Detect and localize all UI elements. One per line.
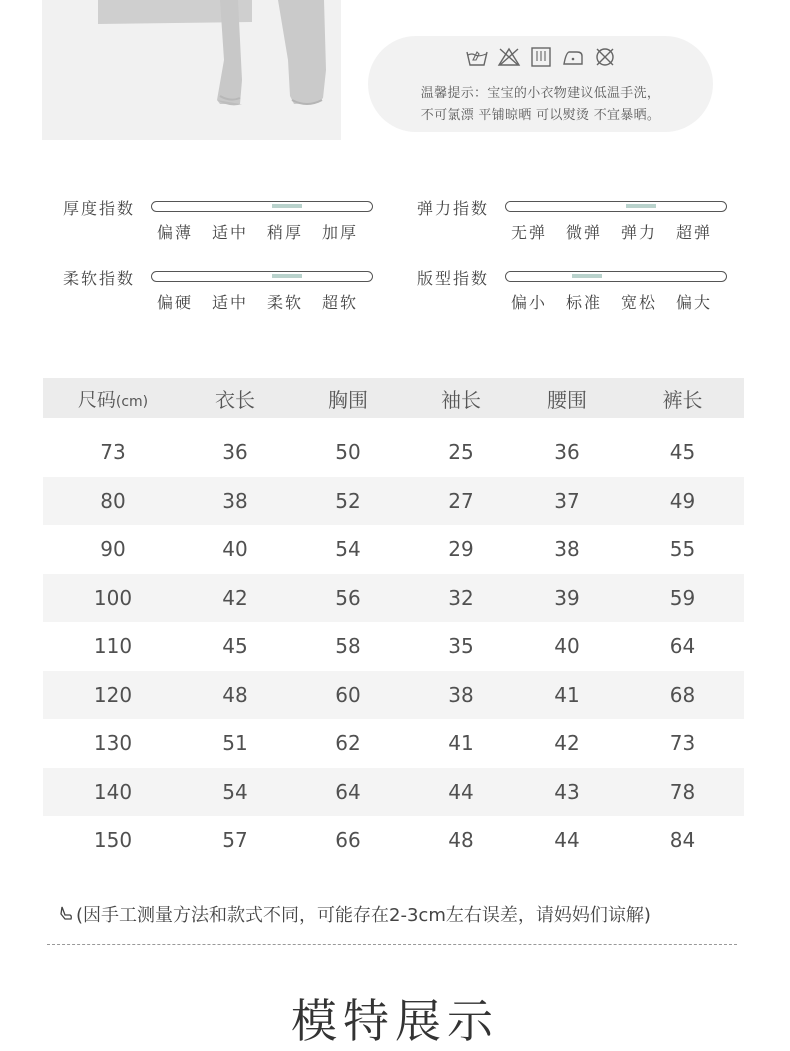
table-cell: 64	[335, 779, 361, 804]
index-track	[151, 201, 373, 212]
table-cell: 84	[669, 828, 696, 853]
table-cell: 110	[93, 634, 133, 659]
index-title: 厚度指数	[63, 199, 136, 218]
index-marker	[272, 274, 302, 278]
table-cell: 45	[222, 634, 248, 659]
table-cell: 50	[335, 440, 361, 465]
care-tip-line-2: 不可氯漂 平铺晾晒 可以熨烫 不宜暴晒。	[420, 108, 661, 123]
table-cell: 41	[554, 682, 580, 707]
table-cell: 80	[100, 488, 126, 513]
index-option: 稍厚	[267, 223, 304, 242]
table-cell: 130	[93, 731, 133, 756]
table-cell: 54	[335, 537, 361, 562]
table-row	[43, 574, 744, 623]
index-option: 适中	[212, 223, 249, 242]
header-waist: 腰围	[547, 387, 587, 412]
iron-low-icon	[561, 46, 585, 68]
header-size-label: 尺码	[77, 388, 116, 411]
dashed-divider	[47, 944, 737, 945]
table-cell: 78	[669, 779, 696, 804]
table-cell: 56	[335, 585, 361, 610]
index-option: 柔软	[267, 293, 304, 312]
thickness-index	[63, 196, 383, 256]
table-cell: 73	[669, 731, 696, 756]
index-title: 弹力指数	[417, 199, 490, 218]
table-cell: 45	[669, 440, 696, 465]
index-option: 弹力	[621, 223, 658, 242]
table-cell: 55	[669, 537, 696, 562]
table-cell: 58	[335, 634, 361, 659]
index-marker	[572, 274, 602, 278]
table-cell: 48	[448, 828, 474, 853]
measurement-note	[58, 901, 651, 927]
header-unit: (cm)	[115, 393, 149, 410]
table-cell: 43	[554, 779, 580, 804]
header-chest: 胸围	[328, 387, 368, 412]
header-sleeve: 袖长	[441, 387, 481, 412]
header-length: 衣长	[215, 387, 255, 412]
table-cell: 120	[93, 682, 133, 707]
table-cell: 36	[222, 440, 248, 465]
table-row	[43, 525, 744, 574]
table-cell: 64	[669, 634, 696, 659]
table-cell: 44	[554, 828, 580, 853]
elasticity-index	[417, 196, 737, 256]
index-option: 标准	[566, 293, 603, 312]
table-cell: 36	[554, 440, 580, 465]
index-option: 宽松	[621, 293, 658, 312]
index-marker	[272, 204, 302, 208]
index-options	[511, 290, 731, 313]
table-cell: 35	[448, 634, 474, 659]
index-option: 加厚	[322, 223, 359, 242]
table-row	[43, 816, 744, 865]
table-cell: 90	[100, 537, 126, 562]
table-cell: 49	[669, 488, 696, 513]
care-tip-line-1: 温馨提示：宝宝的小衣物建议低温手洗，	[420, 86, 661, 101]
table-cell: 59	[669, 585, 696, 610]
table-cell: 73	[100, 440, 126, 465]
table-cell: 66	[335, 828, 361, 853]
table-cell: 41	[448, 731, 474, 756]
index-options	[157, 290, 377, 313]
table-cell: 100	[93, 585, 133, 610]
table-row	[43, 719, 744, 768]
no-tumble-dry-icon	[593, 46, 617, 68]
table-cell: 60	[335, 682, 361, 707]
table-cell: 52	[335, 488, 361, 513]
index-option: 偏硬	[157, 293, 194, 312]
table-row	[43, 768, 744, 817]
table-cell: 42	[554, 731, 580, 756]
note-text: (因手工测量方法和款式不同，可能存在2-3cm左右误差，请妈妈们谅解)	[76, 905, 651, 926]
table-cell: 40	[222, 537, 248, 562]
header-pants-length: 裤长	[662, 387, 703, 412]
hand-wash-icon	[465, 46, 489, 68]
table-cell: 68	[669, 682, 696, 707]
table-cell: 29	[448, 537, 474, 562]
table-cell: 39	[554, 585, 580, 610]
index-options	[157, 220, 377, 243]
no-bleach-icon	[497, 46, 521, 68]
table-cell: 38	[448, 682, 474, 707]
index-track	[505, 271, 727, 282]
index-option: 超弹	[676, 223, 713, 242]
table-cell: 42	[222, 585, 248, 610]
index-option: 偏薄	[157, 223, 194, 242]
table-cell: 57	[222, 828, 248, 853]
table-cell: 37	[554, 488, 580, 513]
index-title: 柔软指数	[63, 269, 136, 288]
table-cell: 27	[448, 488, 474, 513]
size-table	[43, 378, 744, 865]
pajama-illustration	[42, 0, 341, 140]
table-row	[43, 477, 744, 526]
softness-index	[63, 266, 383, 326]
fit-index	[417, 266, 737, 326]
index-marker	[626, 204, 656, 208]
index-option: 超软	[322, 293, 359, 312]
index-track	[151, 271, 373, 282]
index-option: 偏小	[511, 293, 548, 312]
table-cell: 51	[222, 731, 248, 756]
table-cell: 38	[554, 537, 580, 562]
care-instructions	[368, 36, 713, 132]
index-option: 适中	[212, 293, 249, 312]
section-title: 模特展示	[291, 994, 499, 1048]
product-photo	[42, 0, 341, 140]
flat-dry-icon	[529, 46, 553, 68]
index-option: 微弹	[566, 223, 603, 242]
table-cell: 32	[448, 585, 474, 610]
index-option: 无弹	[511, 223, 548, 242]
table-cell: 62	[335, 731, 361, 756]
index-options	[511, 220, 731, 243]
header-size	[43, 385, 183, 412]
table-cell: 140	[93, 779, 133, 804]
pointing-hand-icon	[58, 905, 76, 926]
table-header	[43, 378, 744, 418]
table-row	[43, 428, 744, 477]
table-cell: 25	[448, 440, 474, 465]
index-track	[505, 201, 727, 212]
index-option: 偏大	[676, 293, 713, 312]
index-title: 版型指数	[417, 269, 490, 288]
table-cell: 38	[222, 488, 248, 513]
table-row	[43, 622, 744, 671]
table-cell: 44	[448, 779, 474, 804]
table-cell: 48	[222, 682, 248, 707]
table-cell: 150	[93, 828, 133, 853]
care-icon-row	[368, 46, 713, 68]
table-cell: 54	[222, 779, 248, 804]
table-row	[43, 671, 744, 720]
table-cell: 40	[554, 634, 580, 659]
